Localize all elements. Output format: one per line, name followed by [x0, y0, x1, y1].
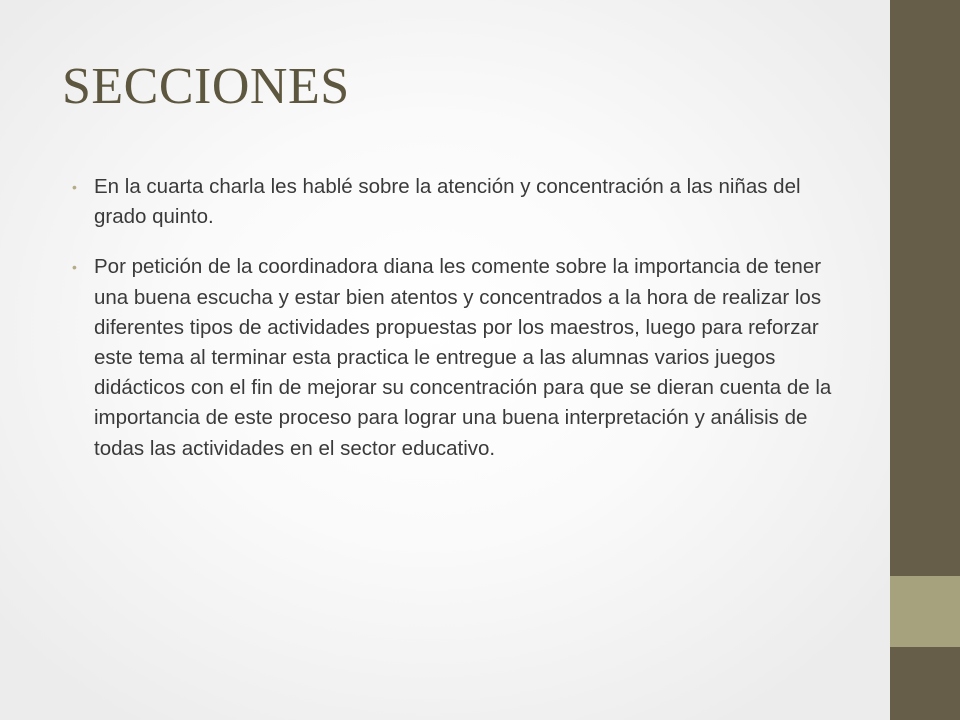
bullet-dot-icon: •: [72, 179, 77, 195]
bullet-text: Por petición de la coordinadora diana les comente sobre la importancia de tener una buena escucha y estar bien atentos y concentrados a la hora de realizar los diferentes tipos de actividades propuestas por los maestros, luego para reforzar este tema al terminar esta practica le entregue a las alumnas varios juegos didácticos con el fin de mejorar su concentración para que se dieran cuenta de la importancia de este proceso para lograr una buena interpretación y análisis de todas las actividades en el sector educativo.: [94, 255, 832, 460]
bullet-dot-icon: •: [72, 259, 77, 276]
bullet-item: [72, 172, 842, 232]
side-bar-light: [890, 576, 960, 647]
side-bar-dark-bottom: [890, 647, 960, 720]
bullet-item: [72, 252, 842, 463]
slide-title: SECCIONES: [62, 58, 350, 115]
side-bar-dark-top: [890, 0, 960, 576]
bullet-text: En la cuarta charla les hablé sobre la atención y concentración a las niñas del grado quinto.: [94, 175, 801, 229]
bullet-list: [72, 172, 842, 484]
